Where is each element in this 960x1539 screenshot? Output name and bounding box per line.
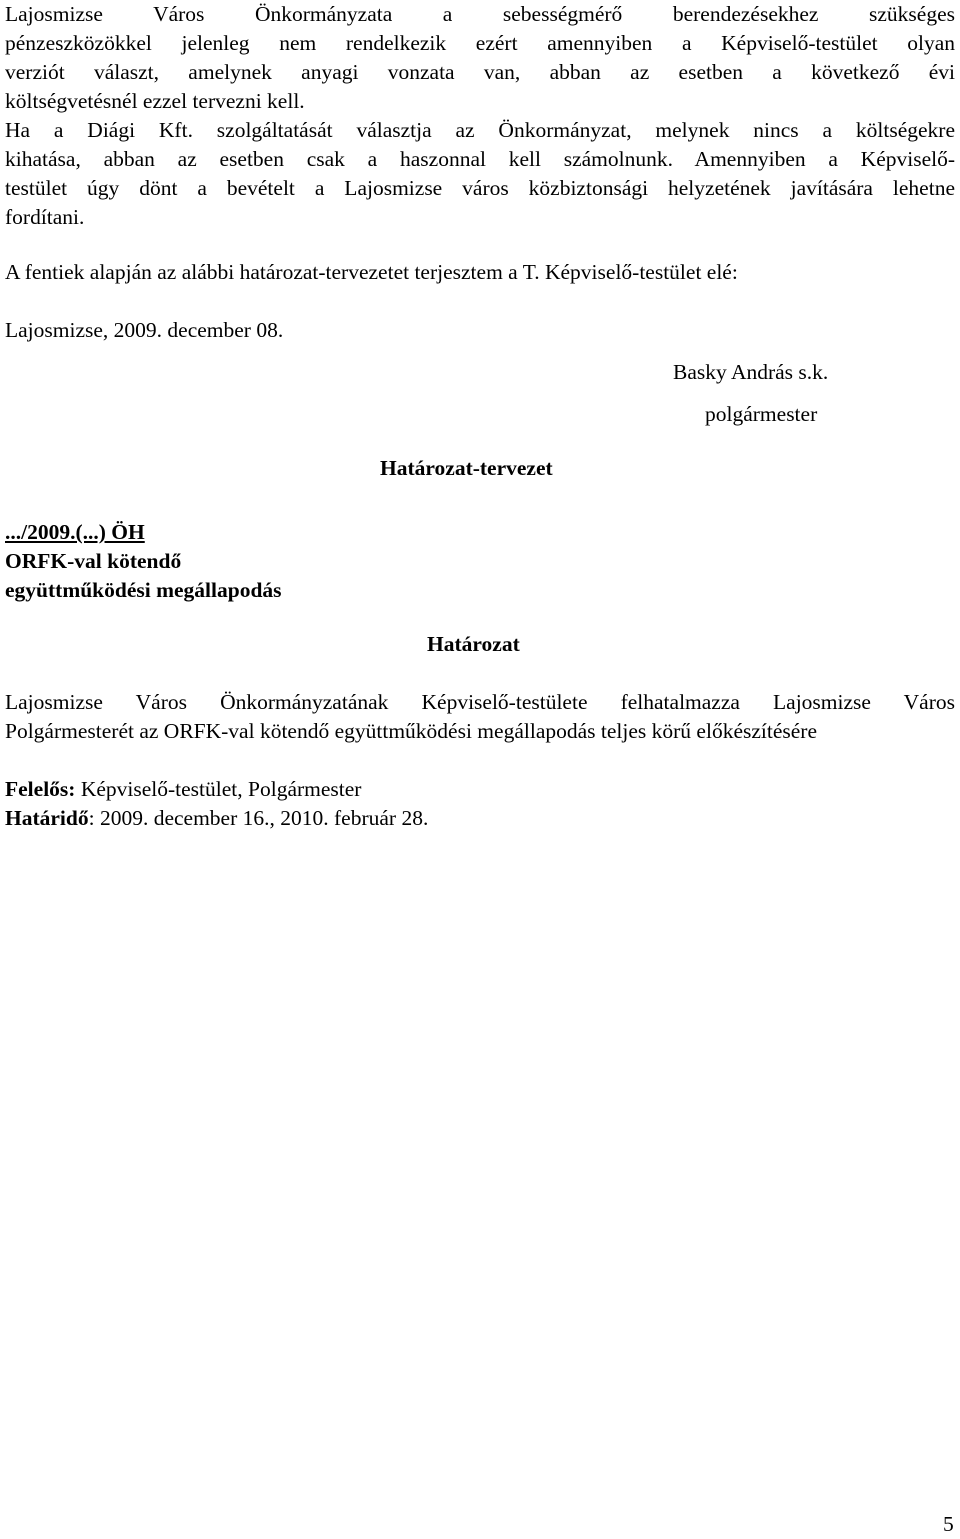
- paragraph-line: Polgármesterét az ORFK-val kötendő együttműködési megállapodás teljes körű előkészítésére: [5, 719, 817, 743]
- intro-text: A fentiek alapján az alábbi határozat-tervezetet terjesztem a T. Képviselő-testület elé:: [5, 260, 738, 284]
- paragraph-line: Lajosmizse Város Önkormányzatának Képviselő-testülete felhatalmazza Lajosmizse Város: [5, 690, 955, 714]
- paragraph-line: testület úgy dönt a bevételt a Lajosmizse város közbiztonsági helyzetének javítására lehetne: [5, 176, 955, 200]
- resolution-heading: Határozat: [427, 632, 520, 656]
- paragraph-line: Ha a Diági Kft. szolgáltatását választja az Önkormányzat, melynek nincs a költségekre: [5, 118, 955, 142]
- deadline-line: [5, 804, 428, 833]
- responsible-label: Felelős:: [5, 777, 76, 801]
- deadline-label: Határidő: [5, 806, 89, 830]
- paragraph-funding: [5, 0, 955, 116]
- paragraph-line: fordítani.: [5, 205, 85, 229]
- signature-name: Basky András s.k.: [673, 360, 829, 384]
- resolution-subject-line1: ORFK-val kötendő: [5, 549, 182, 573]
- resolution-text: [5, 688, 955, 746]
- paragraph-line: Lajosmizse Város Önkormányzata a sebességmérő berendezésekhez szükséges: [5, 2, 955, 26]
- deadline-value: : 2009. december 16., 2010. február 28.: [88, 806, 429, 830]
- paragraph-diagi: [5, 116, 955, 232]
- responsible-value: Képviselő-testület, Polgármester: [75, 777, 362, 801]
- paragraph-line: költségvetésnél ezzel tervezni kell.: [5, 89, 305, 113]
- page-number: 5: [943, 1512, 954, 1536]
- resolution-number: .../2009.(...) ÖH: [5, 520, 145, 544]
- signature-title: polgármester: [705, 402, 818, 426]
- paragraph-line: verziót választ, amelynek anyagi vonzata van, abban az esetben a következő évi: [5, 60, 955, 84]
- resolution-subject-line2: együttműködési megállapodás: [5, 578, 282, 602]
- paragraph-line: pénzeszközökkel jelenleg nem rendelkezik ezért amennyiben a Képviselő-testület olyan: [5, 31, 955, 55]
- draft-heading: Határozat-tervezet: [380, 456, 553, 480]
- responsible-line: [5, 775, 361, 804]
- date-line: Lajosmizse, 2009. december 08.: [5, 318, 284, 342]
- paragraph-line: kihatása, abban az esetben csak a haszonnal kell számolnunk. Amennyiben a Képviselő-: [5, 147, 955, 171]
